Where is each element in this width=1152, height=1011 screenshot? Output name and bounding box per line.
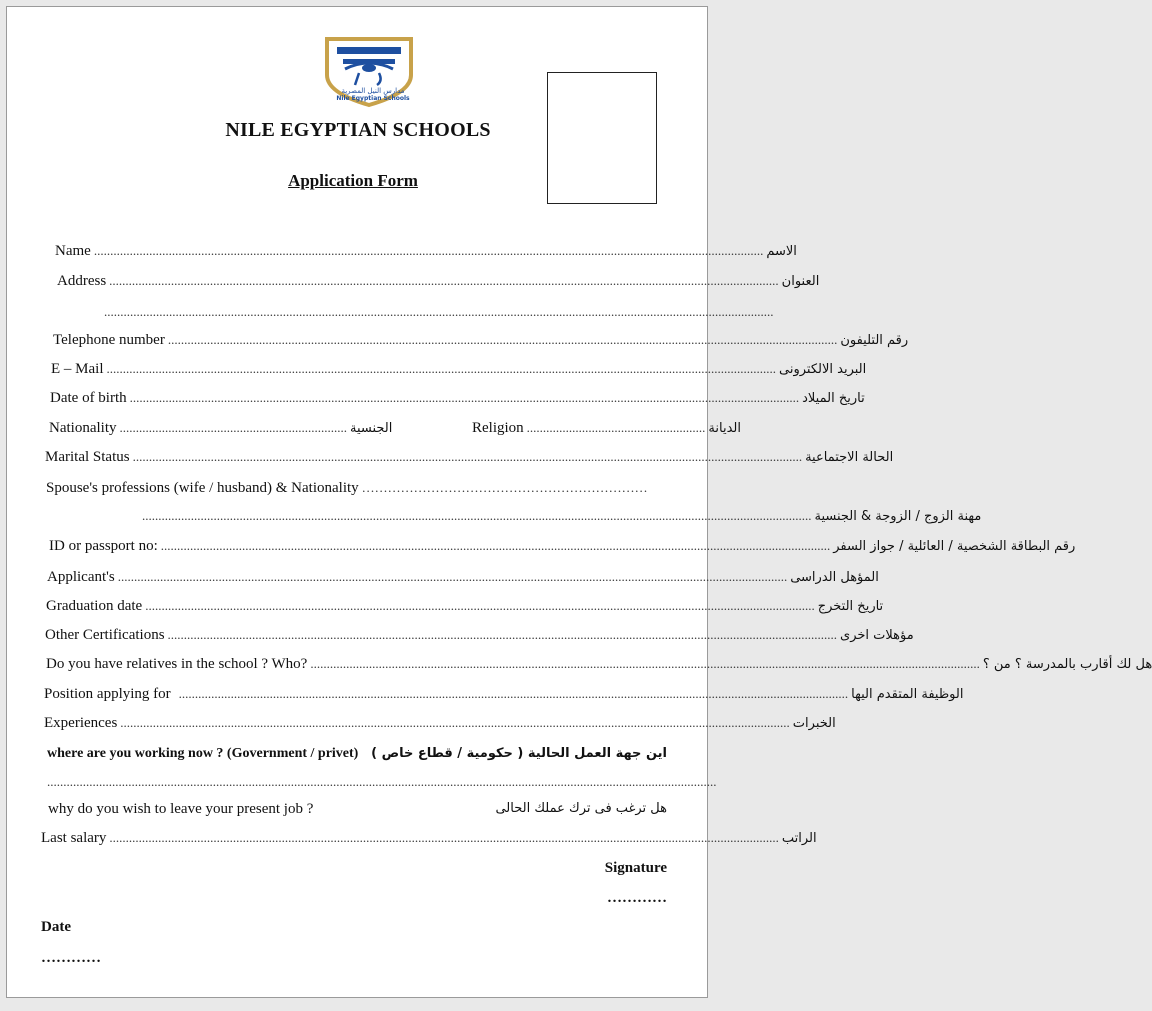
name-field[interactable]: .............................................................................................................................................................................................................. (93, 243, 764, 258)
religion-label-ar: الديانة (708, 421, 741, 436)
spouse-label: Spouse's professions (wife / husband) & Nationality (46, 480, 359, 496)
email-row (51, 358, 867, 380)
religion-field[interactable]: ....................................................... (526, 420, 706, 435)
working-label-ar: اين جهة العمل الحالية ( حكومية / قطاع خاص ) (371, 746, 667, 761)
other-cert-field[interactable]: .............................................................................................................................................................................................................. (167, 627, 838, 642)
graduation-row (46, 595, 884, 617)
spouse-label-ar: مهنة الزوج / الزوجة & الجنسية (814, 509, 982, 524)
address-row (57, 270, 820, 292)
nationality-field[interactable]: ...................................................................... (119, 420, 347, 435)
working-row-2 (47, 771, 717, 793)
salary-label: Last salary (41, 830, 107, 846)
dob-row (50, 387, 865, 409)
photo-box[interactable] (547, 72, 657, 204)
signature-field[interactable]: ………… (607, 890, 667, 906)
marital-field[interactable]: .............................................................................................................................................................................................................. (132, 449, 803, 464)
working-field[interactable]: .............................................................................................................................................................................................................. (47, 774, 717, 789)
relatives-field[interactable]: .............................................................................................................................................................................................................. (310, 656, 980, 671)
position-field[interactable]: .............................................................................................................................................................................................................. (178, 686, 849, 701)
spouse-field[interactable]: ………………………………………………………… (361, 480, 648, 495)
marital-row (45, 446, 894, 468)
religion-row (472, 417, 741, 439)
dob-label-ar: تاريخ الميلاد (802, 391, 865, 406)
address-field[interactable]: .............................................................................................................................................................................................................. (109, 273, 779, 288)
other-cert-row (45, 624, 914, 646)
applicant-label: Applicant's (47, 569, 115, 585)
address-label-ar: العنوان (781, 274, 820, 289)
relatives-label: Do you have relatives in the school ? Who? (46, 656, 308, 672)
telephone-row (53, 329, 909, 351)
nationality-label: Nationality (49, 420, 117, 436)
experiences-label: Experiences (44, 715, 118, 731)
relatives-label-ar: هل لك أقارب بالمدرسة ؟ من ؟ (982, 657, 1152, 672)
religion-label: Religion (472, 420, 524, 436)
name-label-ar: الاسم (766, 244, 797, 259)
id-label: ID or passport no: (49, 538, 158, 554)
position-label-ar: الوظيفة المتقدم اليها (851, 687, 964, 702)
relatives-row (46, 653, 1152, 675)
date-field[interactable]: ………… (41, 950, 101, 966)
experiences-field[interactable]: .............................................................................................................................................................................................................. (120, 715, 790, 730)
email-label: E – Mail (51, 361, 104, 377)
address-label: Address (57, 273, 107, 289)
school-title: NILE EGYPTIAN SCHOOLS (225, 119, 491, 141)
telephone-label-ar: رقم التليفون (840, 333, 909, 348)
marital-label: Marital Status (45, 449, 130, 465)
id-field[interactable]: .............................................................................................................................................................................................................. (160, 538, 831, 553)
name-row (55, 240, 797, 262)
graduation-label-ar: تاريخ التخرج (817, 599, 884, 614)
graduation-label: Graduation date (46, 598, 143, 614)
spouse-row (46, 477, 648, 499)
form-title: Application Form (288, 171, 418, 190)
dob-label: Date of birth (50, 390, 127, 406)
telephone-field[interactable]: .............................................................................................................................................................................................................. (167, 332, 838, 347)
applicant-row (47, 566, 879, 588)
address-field-2[interactable]: .............................................................................................................................................................................................................. (104, 304, 774, 319)
spouse-row-ar (139, 505, 982, 527)
dob-field[interactable]: .............................................................................................................................................................................................................. (129, 390, 800, 405)
telephone-label: Telephone number (53, 332, 165, 348)
salary-row (41, 827, 817, 849)
address-row-2 (101, 301, 774, 323)
marital-label-ar: الحالة الاجتماعية (805, 450, 894, 465)
id-label-ar: رقم البطاقة الشخصية / العائلية / جواز السفر (833, 539, 1076, 554)
salary-label-ar: الراتب (781, 831, 817, 846)
experiences-label-ar: الخبرات (792, 716, 836, 731)
experiences-row (44, 712, 836, 734)
applicant-label-ar: المؤهل الدراسى (790, 570, 879, 585)
email-field[interactable]: .............................................................................................................................................................................................................. (106, 361, 776, 376)
name-label: Name (55, 243, 91, 259)
other-cert-label: Other Certifications (45, 627, 165, 643)
leave-label-ar: هل ترغب فى ترك عملك الحالى (495, 801, 667, 816)
date-label: Date (41, 919, 71, 935)
graduation-field[interactable]: .............................................................................................................................................................................................................. (145, 598, 815, 613)
position-row (44, 683, 964, 705)
salary-field[interactable]: .............................................................................................................................................................................................................. (109, 830, 779, 845)
application-form-page (6, 6, 1152, 998)
position-label: Position applying for (44, 686, 171, 702)
id-row (49, 535, 1076, 557)
nationality-label-ar: الجنسية (350, 421, 393, 436)
applicant-field[interactable]: .............................................................................................................................................................................................................. (117, 569, 788, 584)
other-cert-label-ar: مؤهلات اخرى (840, 628, 914, 643)
spouse-field-ar[interactable]: .............................................................................................................................................................................................................. (142, 508, 812, 523)
working-label: where are you working now ? (Government / privet) (47, 746, 359, 761)
email-label-ar: البريد الالكترونى (779, 362, 867, 377)
logo-english-caption: Nile Egyptian Schools (336, 95, 410, 102)
logo-arabic-caption: مدارس النيل المصرية (341, 87, 405, 95)
nationality-row (49, 417, 393, 439)
leave-label: why do you wish to leave your present job ? (48, 801, 314, 817)
signature-label: Signature (604, 860, 667, 876)
